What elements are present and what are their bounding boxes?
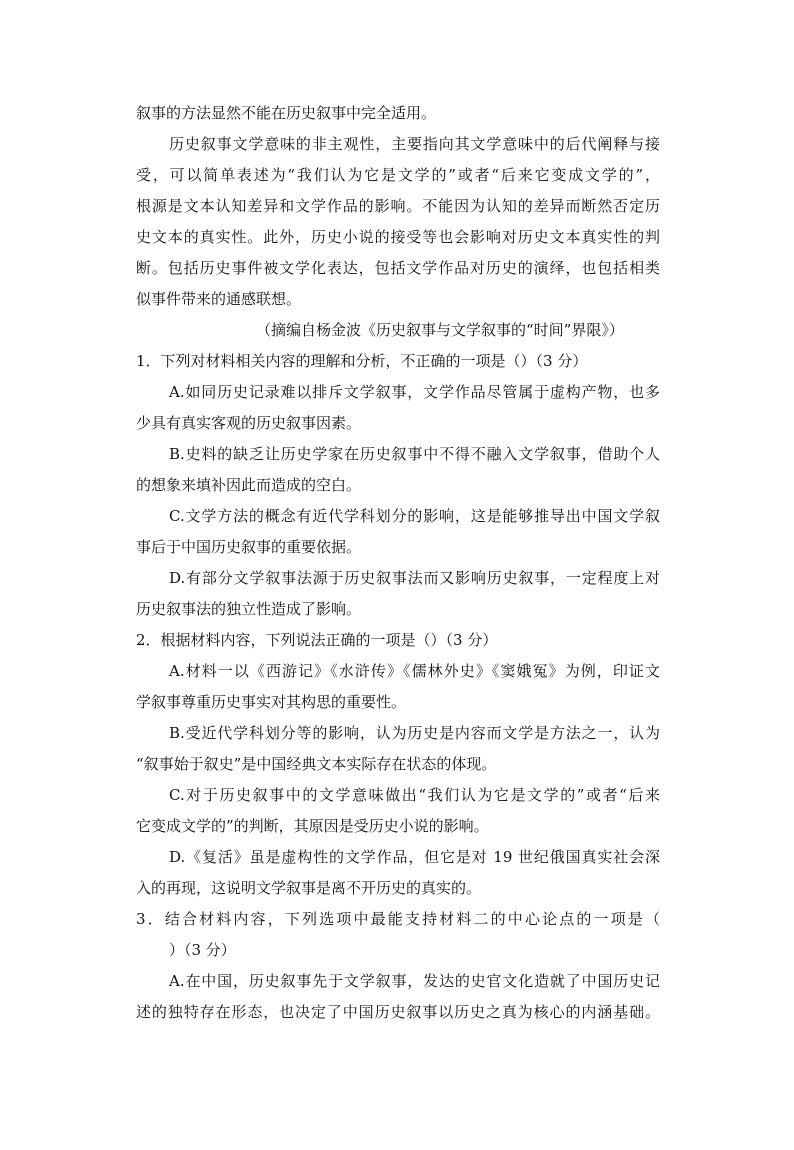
option-1a-cont: 少具有真实客观的历史叙事因素。 — [136, 414, 362, 432]
option-2b: B.受近代学科划分等的影响，认为历史是内容而文学是方法之一，认为 — [169, 724, 660, 742]
option-1b: B.史料的缺乏让历史学家在历史叙事中不得不融入文学叙事，借助个人 — [169, 445, 660, 463]
citation-line: （摘编自杨金波《历史叙事与文学叙事的“时间”界限》） — [256, 321, 624, 339]
option-2a-cont: 学叙事尊重历史事实对其构思的重要性。 — [136, 693, 407, 711]
option-2b-cont: “叙事始于叙史”是中国经典文本实际存在状态的体现。 — [136, 755, 497, 773]
question-2: 2．根据材料内容，下列说法正确的一项是（）（3 分） — [136, 631, 498, 649]
text-line: 根源是文本认知差异和文学作品的影响。不能因为认知的差异而断然否定历 — [136, 197, 660, 215]
option-1d-cont: 历史叙事法的独立性造成了影响。 — [136, 600, 362, 618]
option-1a: A.如同历史记录难以排斥文学叙事，文学作品尽管属于虚构产物，也多 — [169, 383, 660, 401]
text-line: 叙事的方法显然不能在历史叙事中完全适用。 — [136, 104, 437, 122]
option-1c-cont: 事后于中国历史叙事的重要依据。 — [136, 538, 362, 556]
document-page — [136, 98, 660, 1028]
option-2d: D.《复活》虽是虚构性的文学作品，但它是对 19 世纪俄国真实社会深 — [169, 848, 660, 866]
question-1: 1．下列对材料相关内容的理解和分析，不正确的一项是（）（3 分） — [136, 352, 588, 370]
question-3: 3．结合材料内容，下列选项中最能支持材料二的中心论点的一项是（ — [136, 910, 660, 928]
question-3-cont: ）（3 分） — [169, 941, 236, 959]
option-3a: A.在中国，历史叙事先于文学叙事，发达的史官文化造就了中国历史记 — [169, 972, 660, 990]
option-2c: C.对于历史叙事中的文学意味做出“我们认为它是文学的”或者“后来 — [169, 786, 660, 804]
option-1c: C.文学方法的概念有近代学科划分的影响，这是能够推导出中国文学叙 — [169, 507, 660, 525]
option-2a: A.材料一以《西游记》《水浒传》《儒林外史》《窦娥冤》为例，印证文 — [169, 662, 660, 680]
option-3a-cont: 述的独特存在形态，也决定了中国历史叙事以历史之真为核心的内涵基础。 — [136, 1003, 660, 1021]
text-line: 断。包括历史事件被文学化表达，包括文学作品对历史的演绎，也包括相类 — [136, 259, 660, 277]
text-line: 似事件带来的通感联想。 — [136, 290, 302, 308]
text-line: 史文本的真实性。此外，历史小说的接受等也会影响对历史文本真实性的判 — [136, 228, 660, 246]
option-1b-cont: 的想象来填补因此而造成的空白。 — [136, 476, 362, 494]
option-2d-cont: 入的再现，这说明文学叙事是离不开历史的真实的。 — [136, 879, 482, 897]
option-2c-cont: 它变成文学的”的判断，其原因是受历史小说的影响。 — [136, 817, 489, 835]
option-1d: D.有部分文学叙事法源于历史叙事法而又影响历史叙事，一定程度上对 — [169, 569, 660, 587]
text-line: 受，可以简单表述为“我们认为它是文学的”或者“后来它变成文学的”， — [136, 166, 660, 184]
text-line: 历史叙事文学意味的非主观性，主要指向其文学意味中的后代阐释与接 — [169, 135, 660, 153]
